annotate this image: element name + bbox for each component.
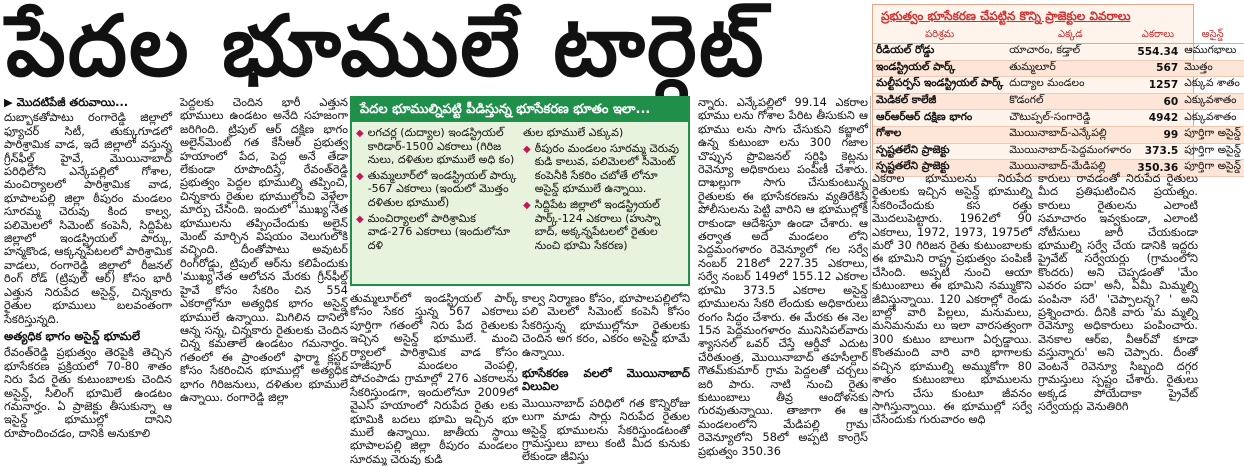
table-row: ఆర్‌ఆర్‌ఆర్ దక్షిణ భాగం చౌటుప్పల్-సంగారెడ్డి 4942 ఎక్కువశాతం: [873, 110, 1244, 127]
article-column-2: [180, 96, 348, 427]
article-column-6: కారులు రావడంతో నిరుపేద రైతులు మీద ప్రతిఘటించిన ప్రయత్నం. కారులు రైతులను ఎలాంటి సమాచారం ఇవ్వకుండా, ఎలాంటి నోటీసులు జారీ చేయకుండా భూముల్ని సర్వే చేయ డానికి ఇద్దరు ప్రైవేట్ సర్వేయర్లు (గ్రామంలోని కొందరు) అని చెప్పడంతో 'మేం ఎవరం పదా' అనీ, ఏమీ మిమ్మల్ని పంపినా సరే' 'చెప్పాలన్న? ' అని ప్రశ్నించారు. దీనికి వారు 'మ మ్మల్ని రెవెన్యూ అధికారులు పంపించారు. వెనకాల ఆర్‌ఐ, వీఆర్‌వో కూడా వస్తున్నారు' అని చెప్పారు. దీంతో వెంటనే రెవెన్యూ సిబ్బంది దగ్గర గ్రామస్తులు స్పష్టం చేశారు. రైతులు అక్కడ పోయేదాకా ప్రైవేట్ సర్వేయర్లు వెనుతిరిగి: [1038, 172, 1198, 413]
continuation-note: ▶ మొదటిపేజీ తరువాయి...: [4, 96, 129, 109]
subheading: అత్యధిక భాగం అసైన్డ్ భూమలే: [4, 328, 140, 343]
column-header: ఎక్కడ: [1006, 27, 1134, 44]
article-column-1: [4, 96, 172, 440]
article-column-3a: తుమ్మలూర్‌లో ఇండస్ట్రియల్ పార్క్ కోసం సేకర స్తున్న 567 ఎకరాలు పూర్తిగా గతంలో నిరు పేద రైతులకు ఇచ్చిన అసైన్డ్ భూములే. మంచి ర్యాలలో పారిశ్రామిక వాడ కోసం హజీపూర్ మండలం వెంపల్లి, పోచంపాడు గ్రామాల్లో 276 ఎకరాలను సేకరిస్తుండగా, ఇందులోనూ 2009లో వైఎస్ హయాంలో నిరుపేద రైతు లకు భూమికి బదలు భూమి ఇచ్చిన భూ ములే ఉన్నాయి. జాతీయ స్థాయి భూపాలపల్లి జిల్లా ఠీపురం మండలం సూరమ్మ చెరువు కుడి: [350, 292, 518, 466]
list-item: ◆ మంచిర్యాలలో పారిశ్రామిక వాడ-276 ఎకరాలు (ఇందులోనూ దళి: [356, 211, 510, 252]
paragraph: దుబ్బాకతోపాటు రంగారెడ్డి జిల్లాలో ఫ్యూచర్ సిటీ, తుక్కుగూడలో పారిశ్రామిక వాడ, ఇదే జిల్లాలో వస్తున్న గ్రీన్‌ఫీల్డ్ హైవే, మొయినాబాద్ పరిధిలోని ఎన్కేపల్లిలో గోశాల, మంచిర్యాలలో పారిశ్రామిక వాడ, భూపాలపల్లి జిల్లా ఠీపురం మండలం సూరమ్మ చెరువు కింద కాల్వ, పలిమెలలో సిమెంట్ కంపెనీ, సిద్దిపేట జిల్లాలో ఇండస్ట్రియల్ పార్కు, హన్మకొండ, ఆక్కన్నపేటలలో పారిశ్రామిక వాడలు, రంగారెడ్డి జిల్లాలో రీజనల్ రింగ్ రోడ్ (ట్రిపుల్ ఆర్) కోసం భారీ ఎత్తున నిరుపేద అసైన్డ్, చిన్నకారు రైతుల భూములు బలవంతంగా సేకరిస్తున్నది.: [4, 111, 172, 326]
list-item: ◆ ఠీపురం మండలం సూరమ్మ చెరువు కుడి కాలువ, పలిమెలలో సిమెంట్ కంపెనీకి సేకరిం చబోతే లోనూ అసైన్డ్ భూములే ఉన్నాయి.: [523, 141, 680, 196]
highlight-box-right: [523, 126, 684, 280]
list-item: ◆ తుమ్మలూర్‌లో ఇండస్ట్రియల్ పార్కు -567 ఎకరాలు (ఇందులో మొత్తం దళితుల భూముల్): [356, 168, 517, 209]
table-row: ఇండస్ట్రియల్ పార్క్ తుమ్మలూర్ 567 మొత్తం: [873, 60, 1244, 77]
highlight-box-title: పేదల భూముల్నిపట్టి పీడిస్తున్న భూసేకరణ భూతం ఇలా...: [352, 98, 688, 122]
column-header: పరిశ్రమ: [873, 27, 1006, 44]
bullet-icon: ◆: [356, 213, 364, 225]
bullet-icon: ◆: [356, 170, 364, 182]
table-row: స్పష్టతలేని ప్రాజెక్టు మొయినాబాద్-పెద్దమంగళారం 373.5 పూర్తిగా అసైన్డ్: [873, 143, 1244, 160]
article-column-4: [698, 96, 868, 458]
list-item: ◆ లగచర్ల (దుద్యాల) ఇండస్ట్రియల్ కారిడార్-1500 ఎకరాలు (గిరిజ నులు, దళితుల భూములే అధి కం): [356, 126, 515, 167]
article-right-body: [872, 172, 1198, 427]
table-header-row: [873, 27, 1244, 44]
table-row: మల్టీపర్పస్ ఇండస్ట్రియల్ పార్క్ దుద్యాల మండలం 1257 ఎక్కువ శాతం: [873, 77, 1244, 94]
headline: పేదల భూములే టార్గెట్: [6, 0, 766, 95]
subheading: భూసేకరణ వలలో మొయినాబాద్ విలువిల: [522, 366, 690, 394]
highlight-box-left: [356, 126, 517, 280]
paragraph: పెద్దలకు చెందిన భారీ ఎత్తున భూములు ఉండటం అనేది సహజంగా జరిగింది. ట్రిపుల్ ఆర్ దక్షిణ భాగం అలైన్‌మెంట్ గత కేసీఆర్ ప్రభుత్వ హయాంలో పేద, పెద్ద అనే తేడా లేకుండా రూపొందిస్తే, రేవంత్‌రెడ్డి ప్రభుత్వం పెద్దల భూముల్ని తప్పించి, చిన్నకారు రైతుల భూముల్లోంచి వెళ్లేలా మార్పు చేసింది. ఇందులో 'ముఖ్య'నేత భూములను తప్పించేందుకు అలైన్ మెంట్ మార్చిన విషయం వెలుగులోకి వచ్చింది. దీంతోపాటు అవుటర్ రింగ్‌రోడ్డు, ట్రిపుల్ ఆర్‌ను కలిపేందుకు 'ముఖ్య'నేత ఆలోచన మేరకు గ్రీన్‌ఫీల్డ్ హైవే కోసం సేకరిం చిన 554 ఎకరాల్లోనూ అత్యధిక భాగం అసైన్డ్ భూములే ఉన్నాయి. మిగిలిన దానిలో ఆన్న సన్న, చిన్నకారు రైతులకు చెందిన చిన్న కమతాలే ఉండటం గమనార్హం. గతంలో ఈ ప్రాంతంలో ఫార్మా క్లస్టర్ కోసం సేకరించిన భూముల్లో అత్యధిక భాగం గిరిజనులు, దళితుల భూములే ఉన్నాయి. రంగారెడ్డి జిల్లా: [180, 96, 348, 404]
list-item: ◆ సిద్దిపేట జిల్లాలో ఇండస్ట్రియల్ పార్క్-124 ఎకరాలు (హుస్నా బాద్, అక్కన్నపేటలలో రైతుల నుంచి భూమి సేకరణ): [523, 197, 661, 252]
table-row: స్పష్టతలేని ప్రాజెక్టు మొయినాబాద్-మేడిపల్లి 350.36 పూర్తిగా అసైన్డ్: [873, 160, 1244, 177]
table-row: మెడికల్ కాలేజీ కొడంగల్ 60 ఎక్కువశాతం: [873, 93, 1244, 110]
projects-table: [873, 27, 1244, 177]
list-item-continued: తుల భూములే ఎక్కువ): [523, 126, 624, 139]
article-column-5: ఎకరాల భూములను నిరుపేద రైతులకు ఇచ్చిన అసైన్డ్ భూముల్ని సేకరించేందుకు కస రత్తు మొదలుపెట్టారు. 1962లో 90 ఎకరాలు, 1972, 1973, 1975లో మరో 30 గిరిజన రైతు కుటుంబాలకు ఈ భూమిని రాష్ట్ర ప్రభుత్వం పంపిణీ చేసింది. అప్పటి నుంచి ఆయా కుటుంబాలు ఈ భూమిని నమ్ముకొని జీవిస్తున్నాయి. 120 ఎకరాల్లో రెండు బాల్లో వారి పిల్లలు, మనుమలు, మనిమనుమ లు ఇలా వారసత్వంగా 300 కుటుం బాలుగా ఏర్పడ్డాయి. కొంతమంది వారి వారి భాగాలకు వచ్చిన భూముల్ని అమ్ముకోగా 80 శాతం కుటుంబాలు భూములను సాగు చేసు కుంటూ జీవనం సాగిస్తున్నాయి. ఈ భూముల్లో సర్వే చేసేందుకు గురువారం అధి: [872, 172, 1032, 427]
article-lower-middle: [350, 292, 690, 466]
highlight-box: [350, 96, 690, 286]
table-title: ప్రభుత్వం భూసేకరణ చేపట్టిన కొన్ని ప్రాజెక్టుల వివరాలు: [881, 9, 1131, 23]
table-row: రీడియల్ రోడ్డు యాచారం, కడ్తాల్ 554.34 ఆముగభాలు: [873, 44, 1244, 61]
paragraph: న్నారు. ఎన్కేపల్లిలో 99.14 ఎకరాల భూము లను గోశాల పేరిట తీసుకుని ఆ భూము లను సాగు చేసుకుని కబ్జాలో ఉన్న కుటుంబా లను 300 గజాల చొప్పున ప్రొవిజనల్ సర్టిఫి కెట్లను రెవెన్యూ అధికారులు పంపిణీ చేశారు. దాఖల్లుగా సాగు చేసుకుంటున్న రైతులకు ఈ భూసేకరణను వ్యతిరేకిస్తే పోలీసులను పెట్టి వారిని ఆ భూముల్లోకి రాకుండా ఆదేశిస్తూ ఉండా చేశారు. ఆ తర్వాత అదే మండలం లోని పెద్దమంగళారం రెవెన్యూలో గల సర్వే నంబర్ 218లో 227.35 ఎకరాలు, సర్వే నంబర్ 149లో 155.12 ఎకరాల భూమి 373.5 ఎకరాల అసైన్డ్ భూములను సేకరి లేందుకు అధికారులు రంగం సిద్ధం చేశారు. ఈ మేరకు ఈ నెల 15న పెద్దమంగళారం మునిసిపల్‌వారు శ్యాసనల్ ఒవర్‌ చేస్తే ఆర్డీవో ఎదుట చేరితుంత్ర, మొయినాబాద్ తహసీల్దార్ గౌతమ్‌కుమార్ గ్రామ పెద్దలతో చర్చలు జరి పారు. నాటి నుంచి రైతు కుటుంబాలు తీవ్ర ఆందోళనకు గురవుతున్నాయి. తాజాగా ఈ ఆ మండలంలోని మేడిపల్లి గ్రామ రెవెన్యూలోని 58లో అప్పటి కాంగ్రెస్ ప్రభుత్వం 350.36: [698, 96, 868, 458]
paragraph: రేవంత్‌రెడ్డి ప్రభుత్వం తెరపైకి తెచ్చిన భూసేకరణ ప్రక్రియలో 70-80 శాతం నిరు పేద రైతు కుటుంబాలకు చెందిన అసైన్డ్, సీలింగ్ భూమిలే ఉండటం గమనార్హం. ఏ ప్రాజెక్టు తీసుకున్నా ఆ ఇసైన్డ్ భూముల్లో దానిని రూపొందించడం, దానికి అనుకూలి: [4, 346, 172, 440]
column-header: అసైన్డ్: [1181, 27, 1244, 44]
bullet-icon: ◆: [523, 199, 531, 211]
projects-table-box: [872, 4, 1241, 174]
column-header: ఎకరాలు: [1134, 27, 1181, 44]
article-body: [4, 96, 868, 466]
column-rule: [870, 96, 871, 427]
article-column-3b: కాల్వ నిర్మాణం కోసం, భూపాలపల్లిలోని పలి మెలలో సిమెంట్ కంపెనీ కోసం సేకరిస్తున్న భూముల్లోనూ రైతులకు చెందిన అగ కరం, ఎకరం అసైన్డ్ భూమే ఉన్నాయి. భూసేకరణ వలలో మొయినాబాద్ విలువిల మొయినాబాద్ పరిధిలో గత కొన్నిరోజు లుగా మాడు సార్లు నిరుపేద రైతుల అసైన్డ్ భూములను సేకరిస్తుండటంతో గ్రామస్తులు బాలు కంటి మీద కునుకు లేకుండా జీవిస్తు: [522, 292, 690, 464]
bullet-icon: ◆: [523, 143, 531, 155]
bullet-icon: ◆: [356, 128, 364, 139]
table-row: గోశాల మొయినాబాద్-ఎన్కేపల్లి 99 పూర్తిగా అసైన్డ్: [873, 126, 1244, 143]
